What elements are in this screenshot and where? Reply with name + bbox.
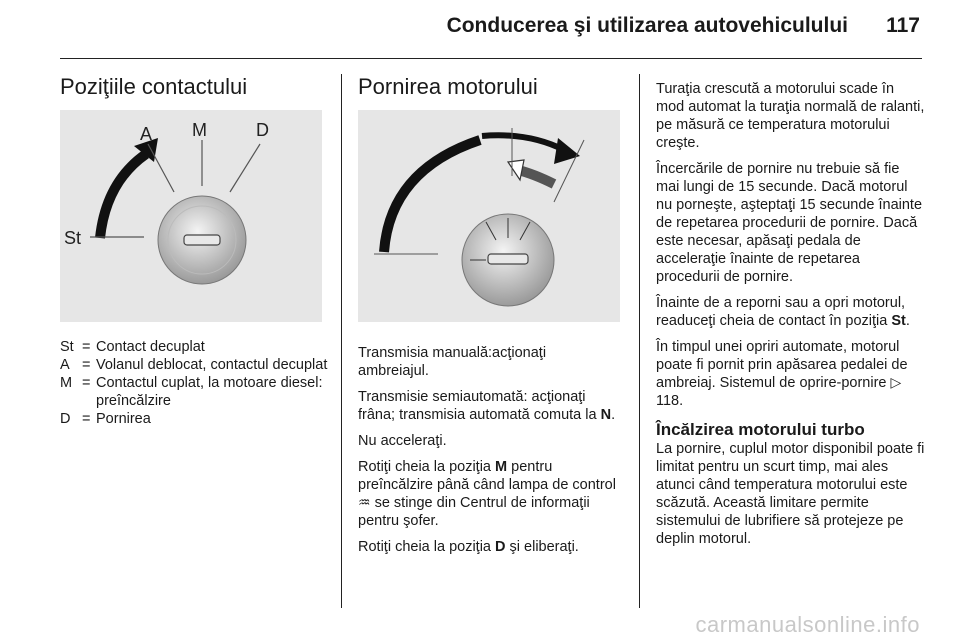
- ignition-switch-illustration: [60, 110, 322, 322]
- legend-sep: =: [82, 357, 91, 373]
- paragraph-preheat: [358, 458, 618, 530]
- column-divider-1: [341, 74, 342, 608]
- legend-sep: =: [82, 375, 91, 391]
- text-run: În timpul unei opriri automate, motorul poate fi pornit prin apăsarea pedalei de ambreiaj. Sistemul de oprire-pornire: [656, 339, 908, 391]
- section-heading-engine-start: Pornirea motorului: [358, 74, 538, 99]
- label-d: D: [256, 120, 269, 140]
- legend-key: M: [60, 375, 73, 391]
- engine-start-illustration: [358, 110, 620, 322]
- text-run: .: [611, 407, 616, 423]
- column-continued: [656, 80, 926, 556]
- paragraph-manual-transmission: Transmisia manuală:acţionaţi ambreiajul.: [358, 345, 547, 379]
- column-ignition-positions: [60, 74, 330, 428]
- page-header: [0, 0, 960, 64]
- start-arrow-arc-tip: [482, 135, 564, 150]
- key-slot: [184, 235, 220, 245]
- legend-sep: =: [82, 411, 91, 427]
- bold-position-d: D: [495, 539, 506, 555]
- return-arrow-head: [508, 160, 524, 180]
- legend-text: Volanul deblocat, contactul decuplat: [96, 357, 328, 373]
- legend-row: [60, 374, 330, 410]
- paragraph-autostop: [656, 338, 926, 410]
- engine-start-figure: [358, 110, 620, 322]
- return-arrow-arc: [518, 170, 554, 184]
- text-run: pentru preîncălzire până când lampa de control: [358, 459, 616, 493]
- paragraph-restart: [656, 294, 926, 330]
- text-run: Rotiţi cheia la poziţia: [358, 539, 496, 555]
- text-run: şi eliberaţi.: [505, 539, 579, 555]
- turn-arrow-arc: [100, 154, 146, 238]
- glow-plug-icon: ♒: [358, 495, 371, 511]
- label-a: A: [140, 124, 153, 144]
- paragraph-start-attempts: Încercările de pornire nu trebuie să fie mai lungi de 15 secunde. Dacă motorul nu porneşte, aşteptaţi 15 secunde înainte de repetarea procedurii de pornire. Dacă este necesar, apăsaţi pedala de acceleraţie înainte de repetarea procedurii de pornire.: [656, 161, 923, 285]
- bold-position-n: N: [600, 407, 612, 423]
- text-run: Rotiţi cheia la poziţia: [358, 459, 496, 475]
- paragraph-turbo: La pornire, cuplul motor disponibil poate fi limitat pentru un scurt timp, mai ales atunci când temperatura motorului este scăzută. Această limitare permite sistemului de lubrifiere să protejeze pe deplin motorul.: [656, 441, 925, 547]
- bold-position-st: St: [891, 313, 906, 329]
- paragraph-turn-key-d: [358, 538, 618, 556]
- line-d: [230, 144, 260, 192]
- paragraph-no-accelerate: Nu acceleraţi.: [358, 433, 447, 449]
- text-run: Transmisie semiautomată: acţionaţi frâna; transmisia automată comuta la: [358, 389, 601, 423]
- column-engine-start: [358, 74, 618, 564]
- page-reference-link[interactable]: 118.: [656, 393, 684, 409]
- label-m: M: [192, 120, 207, 140]
- watermark: carmanualsonline.info: [695, 612, 920, 637]
- page-reference-icon[interactable]: ▷: [890, 375, 902, 391]
- legend-row: [60, 338, 330, 356]
- section-heading-turbo-warmup: Încălzirea motorului turbo: [656, 420, 865, 439]
- bold-position-m: M: [495, 459, 508, 475]
- header-rule: [60, 58, 922, 59]
- position-legend: [60, 338, 330, 428]
- page-title: Conducerea şi utilizarea autovehiculului: [446, 14, 848, 37]
- ignition-positions-figure: [60, 110, 322, 322]
- label-st: St: [64, 228, 82, 248]
- legend-key: D: [60, 411, 71, 427]
- legend-row: [60, 356, 330, 374]
- legend-text: Pornirea: [96, 411, 151, 427]
- text-run: .: [905, 313, 910, 329]
- text-run: Înainte de a reporni sau a opri motorul, readuceţi cheia de contact în poziţia: [656, 295, 906, 329]
- paragraph-semiautomatic: [358, 388, 618, 424]
- line-a: [148, 144, 174, 192]
- legend-sep: =: [82, 339, 91, 355]
- page-number: 117: [886, 14, 920, 37]
- paragraph-idle-speed: Turaţia crescută a motorului scade în mod automat la turaţia normală de ralanti, pe măsură ce temperatura motorului creşte.: [656, 81, 925, 151]
- legend-text: Contactul cuplat, la motoare diesel: preîncălzire: [96, 375, 323, 409]
- column-divider-2: [639, 74, 640, 608]
- key-slot: [488, 254, 528, 264]
- legend-text: Contact decuplat: [96, 339, 205, 355]
- text-run: se stinge din Centrul de informaţii pentru şofer.: [358, 495, 590, 529]
- start-arrow-arc: [384, 140, 480, 252]
- section-heading-ignition-positions: Poziţiile contactului: [60, 74, 248, 99]
- legend-row: [60, 410, 330, 428]
- legend-key: A: [60, 357, 70, 373]
- legend-key: St: [60, 339, 74, 355]
- start-arrow-head: [554, 138, 580, 164]
